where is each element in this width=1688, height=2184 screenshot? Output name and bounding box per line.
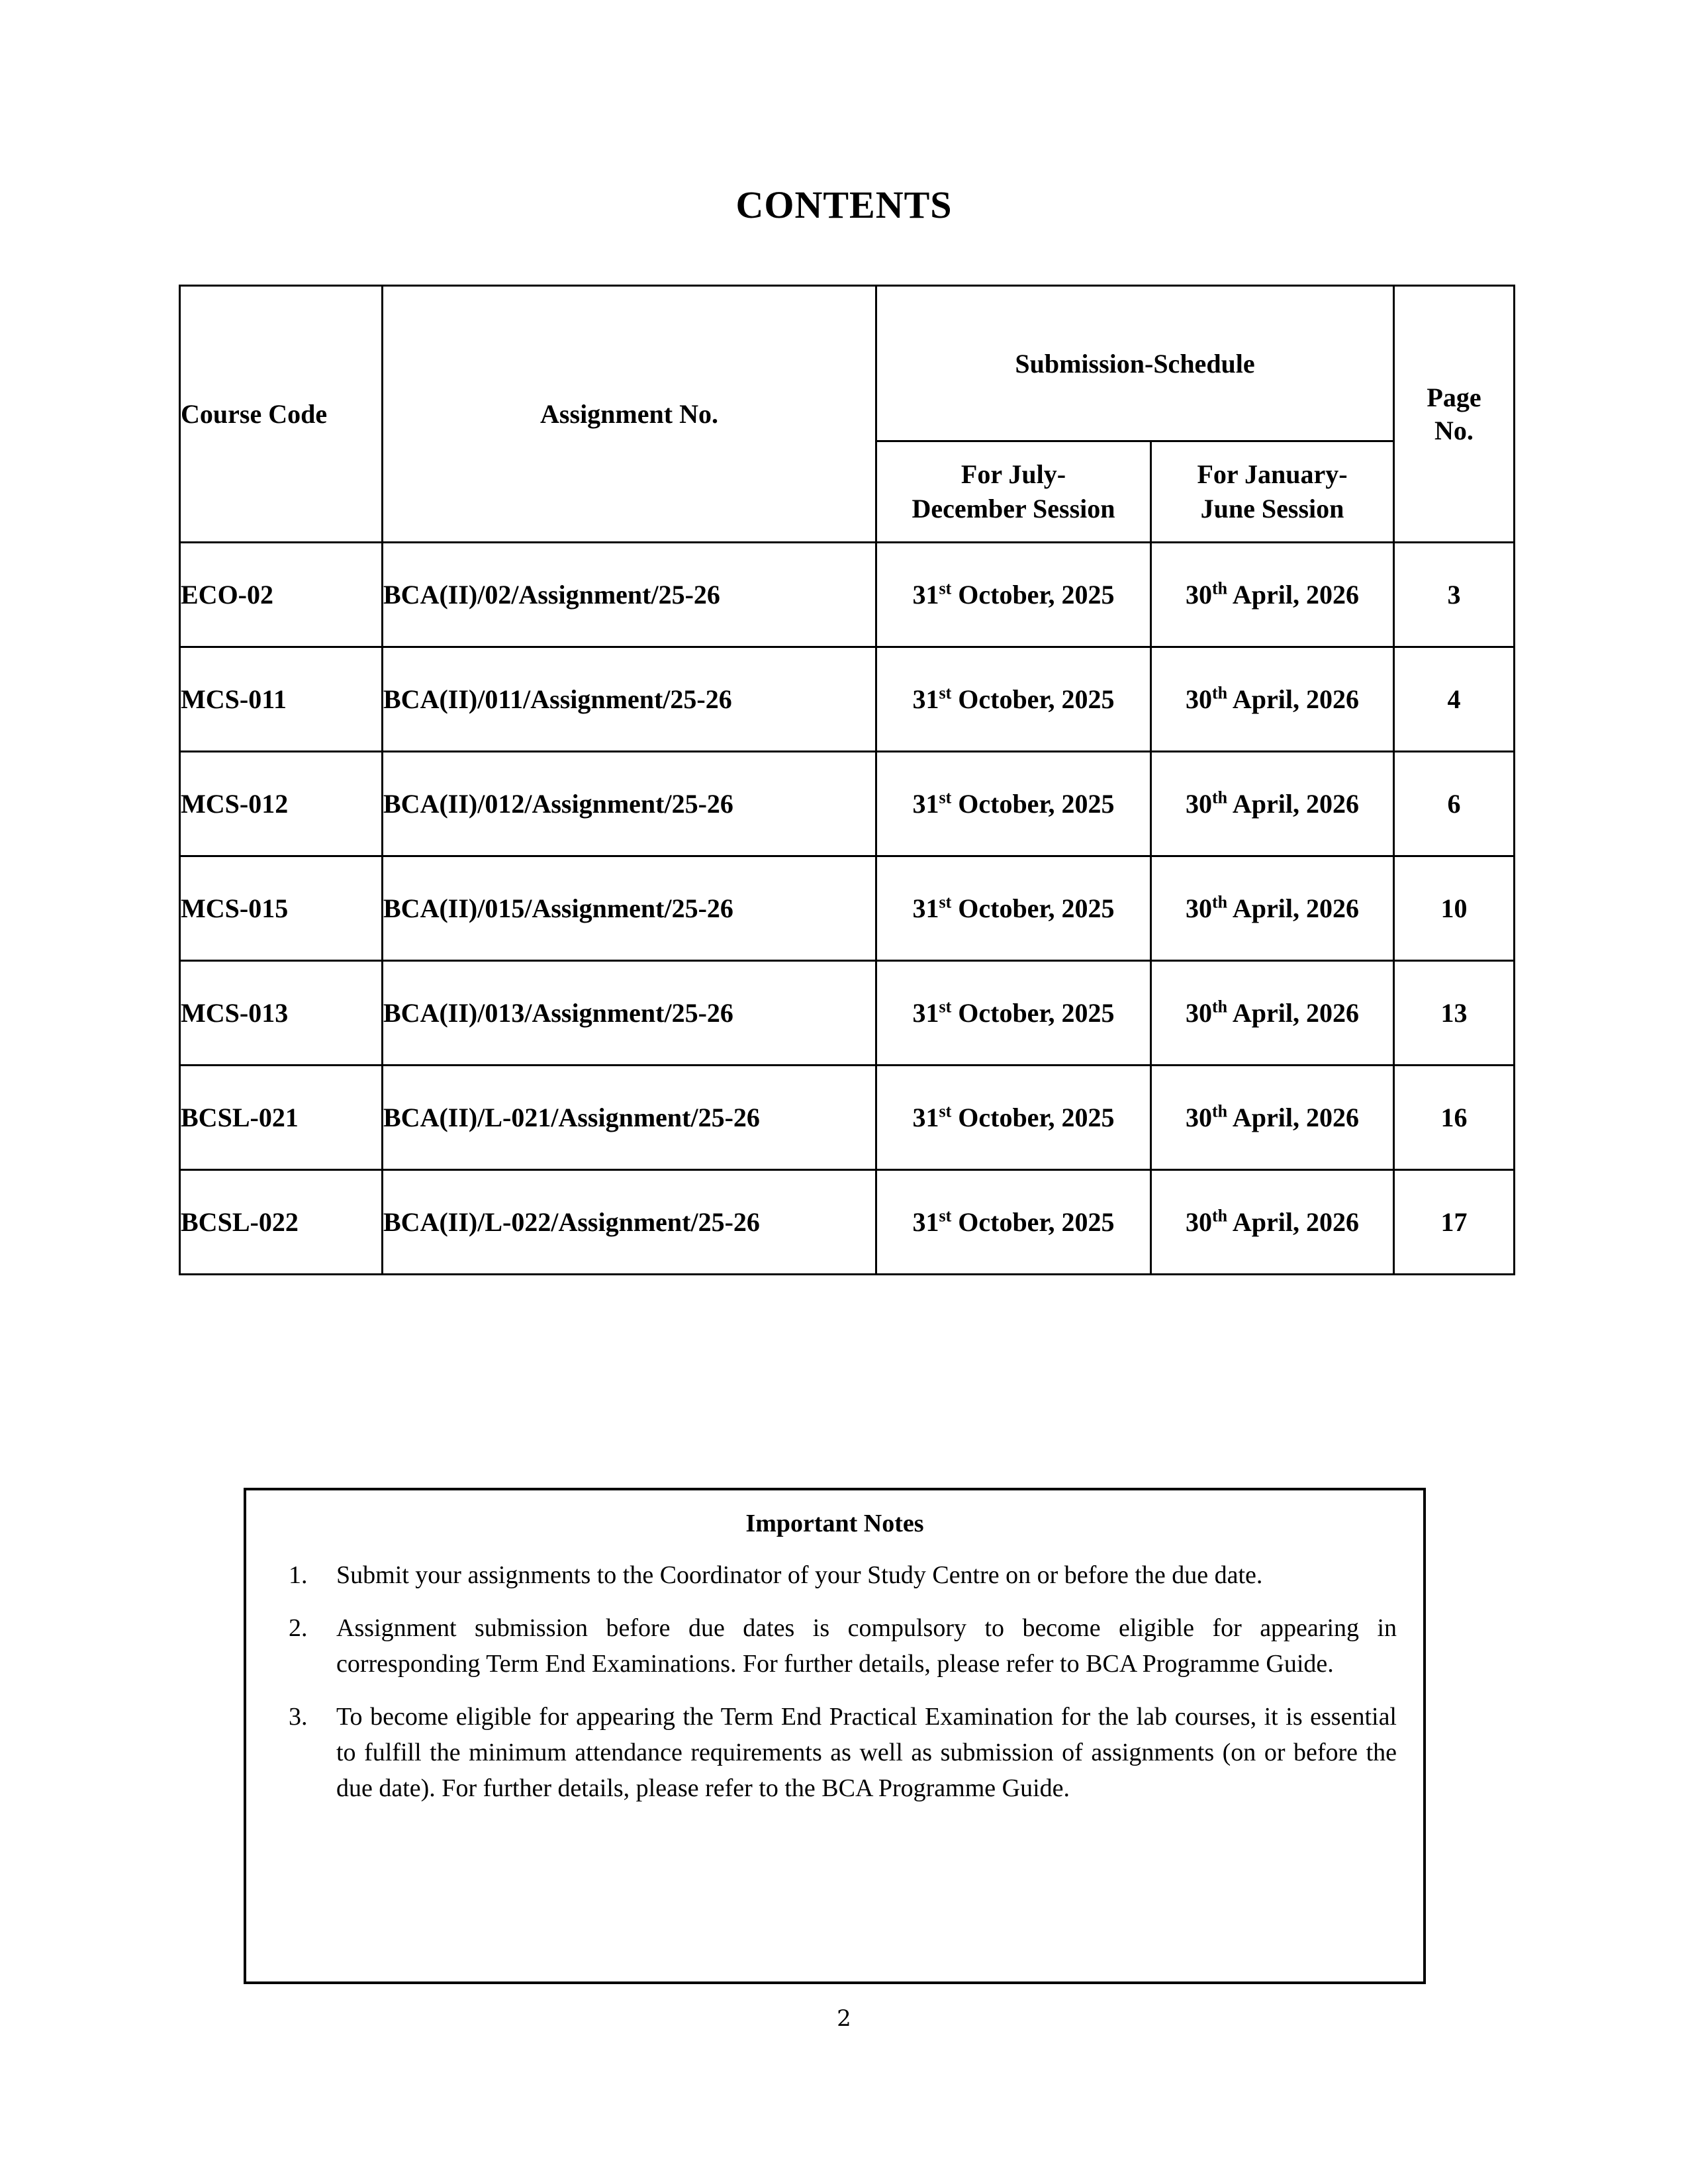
cell-assignment-no: BCA(II)/015/Assignment/25-26: [383, 856, 876, 961]
cell-assignment-no: BCA(II)/L-021/Assignment/25-26: [383, 1066, 876, 1170]
header-july-december-session: [876, 441, 1151, 543]
cell-january-june-date: [1151, 647, 1394, 752]
cell-july-december-date: [876, 543, 1151, 647]
cell-course-code: MCS-013: [180, 961, 383, 1066]
note-number: 3.: [289, 1702, 308, 1731]
cell-course-code: MCS-012: [180, 752, 383, 856]
table-row: [180, 647, 1515, 752]
footer-page-number: 2: [837, 2005, 851, 2032]
note-number: 1.: [289, 1561, 308, 1589]
note-text: Assignment submission before due dates is compulsory to become eligible for appearing in corresponding Term End Examinations. For further details, please refer to BCA Programme Guide.: [336, 1614, 1397, 1678]
date-day: 30: [1185, 789, 1212, 819]
header-page-no-line1: Page: [1427, 382, 1481, 412]
cell-january-june-date: [1151, 543, 1394, 647]
date-ordinal: st: [939, 683, 952, 703]
note-item: [273, 1700, 1397, 1807]
cell-course-code: BCSL-021: [180, 1066, 383, 1170]
cell-january-june-date: [1151, 1066, 1394, 1170]
date-rest: October, 2025: [951, 998, 1115, 1028]
cell-page-no: 6: [1394, 752, 1515, 856]
cell-assignment-no: BCA(II)/013/Assignment/25-26: [383, 961, 876, 1066]
note-item: [273, 1558, 1397, 1594]
notes-list: [273, 1558, 1397, 1807]
note-item: [273, 1611, 1397, 1682]
table-row: [180, 1170, 1515, 1275]
date-rest: April, 2026: [1227, 998, 1360, 1028]
date-rest: October, 2025: [951, 893, 1115, 923]
cell-page-no: 4: [1394, 647, 1515, 752]
cell-assignment-no: BCA(II)/011/Assignment/25-26: [383, 647, 876, 752]
date-rest: April, 2026: [1227, 893, 1360, 923]
table-row: [180, 1066, 1515, 1170]
cell-january-june-date: [1151, 856, 1394, 961]
date-rest: October, 2025: [951, 580, 1115, 610]
header-july-dec-line2: December Session: [912, 494, 1115, 523]
page-title: CONTENTS: [735, 183, 953, 226]
date-ordinal: th: [1211, 1206, 1228, 1226]
date-rest: October, 2025: [951, 789, 1115, 819]
date-ordinal: st: [939, 1101, 952, 1121]
cell-july-december-date: [876, 1066, 1151, 1170]
cell-january-june-date: [1151, 961, 1394, 1066]
date-day: 31: [912, 789, 939, 819]
date-day: 31: [912, 684, 939, 714]
date-day: 30: [1185, 684, 1212, 714]
header-page-no: [1394, 286, 1515, 543]
date-ordinal: th: [1211, 788, 1228, 807]
date-day: 30: [1185, 580, 1212, 610]
date-ordinal: st: [939, 1206, 952, 1226]
date-ordinal: st: [939, 578, 952, 598]
cell-page-no: 17: [1394, 1170, 1515, 1275]
cell-course-code: MCS-015: [180, 856, 383, 961]
date-day: 31: [912, 580, 939, 610]
table-row: [180, 752, 1515, 856]
header-course-code: Course Code: [180, 286, 383, 543]
note-number: 2.: [289, 1614, 308, 1642]
cell-july-december-date: [876, 961, 1151, 1066]
header-jan-june-line2: June Session: [1200, 494, 1344, 523]
table-row: [180, 543, 1515, 647]
table-row: [180, 961, 1515, 1066]
date-day: 31: [912, 1103, 939, 1132]
date-ordinal: th: [1211, 578, 1228, 598]
date-day: 30: [1185, 1207, 1212, 1237]
date-day: 31: [912, 1207, 939, 1237]
date-day: 30: [1185, 998, 1212, 1028]
cell-page-no: 3: [1394, 543, 1515, 647]
header-submission-schedule: Submission-Schedule: [876, 286, 1394, 441]
date-ordinal: st: [939, 892, 952, 912]
cell-july-december-date: [876, 856, 1151, 961]
date-rest: April, 2026: [1227, 1207, 1360, 1237]
cell-course-code: ECO-02: [180, 543, 383, 647]
cell-course-code: BCSL-022: [180, 1170, 383, 1275]
table-body: [180, 543, 1515, 1275]
date-rest: October, 2025: [951, 1207, 1115, 1237]
date-ordinal: th: [1211, 683, 1228, 703]
cell-july-december-date: [876, 1170, 1151, 1275]
note-text: To become eligible for appearing the Term End Practical Examination for the lab courses, it is essential to fulfill the minimum attendance requirements as well as submission of assignments (on or before the due date). For further details, please refer to the BCA Programme Guide.: [336, 1702, 1397, 1802]
cell-page-no: 16: [1394, 1066, 1515, 1170]
important-notes-title: Important Notes: [745, 1510, 924, 1537]
header-assignment-no: Assignment No.: [383, 286, 876, 543]
header-july-dec-line1: For July-: [961, 459, 1066, 489]
cell-course-code: MCS-011: [180, 647, 383, 752]
table-header-row-main: [180, 286, 1515, 441]
cell-assignment-no: BCA(II)/L-022/Assignment/25-26: [383, 1170, 876, 1275]
note-text: Submit your assignments to the Coordinator of your Study Centre on or before the due date.: [336, 1561, 1263, 1589]
header-page-no-line2: No.: [1434, 415, 1474, 445]
cell-assignment-no: BCA(II)/02/Assignment/25-26: [383, 543, 876, 647]
cell-january-june-date: [1151, 752, 1394, 856]
date-rest: April, 2026: [1227, 684, 1360, 714]
date-ordinal: th: [1211, 1101, 1228, 1121]
date-rest: April, 2026: [1227, 789, 1360, 819]
date-day: 30: [1185, 893, 1212, 923]
date-rest: October, 2025: [951, 684, 1115, 714]
cell-january-june-date: [1151, 1170, 1394, 1275]
date-day: 31: [912, 998, 939, 1028]
date-rest: April, 2026: [1227, 580, 1360, 610]
date-ordinal: th: [1211, 997, 1228, 1017]
cell-page-no: 13: [1394, 961, 1515, 1066]
date-ordinal: st: [939, 997, 952, 1017]
cell-assignment-no: BCA(II)/012/Assignment/25-26: [383, 752, 876, 856]
date-day: 30: [1185, 1103, 1212, 1132]
cell-page-no: 10: [1394, 856, 1515, 961]
cell-july-december-date: [876, 647, 1151, 752]
header-january-june-session: [1151, 441, 1394, 543]
date-day: 31: [912, 893, 939, 923]
contents-table: [179, 285, 1515, 1275]
table-row: [180, 856, 1515, 961]
date-ordinal: st: [939, 788, 952, 807]
date-ordinal: th: [1211, 892, 1228, 912]
important-notes-box: [244, 1488, 1426, 1984]
date-rest: April, 2026: [1227, 1103, 1360, 1132]
cell-july-december-date: [876, 752, 1151, 856]
date-rest: October, 2025: [951, 1103, 1115, 1132]
header-jan-june-line1: For January-: [1197, 459, 1348, 489]
table-header: [180, 286, 1515, 543]
